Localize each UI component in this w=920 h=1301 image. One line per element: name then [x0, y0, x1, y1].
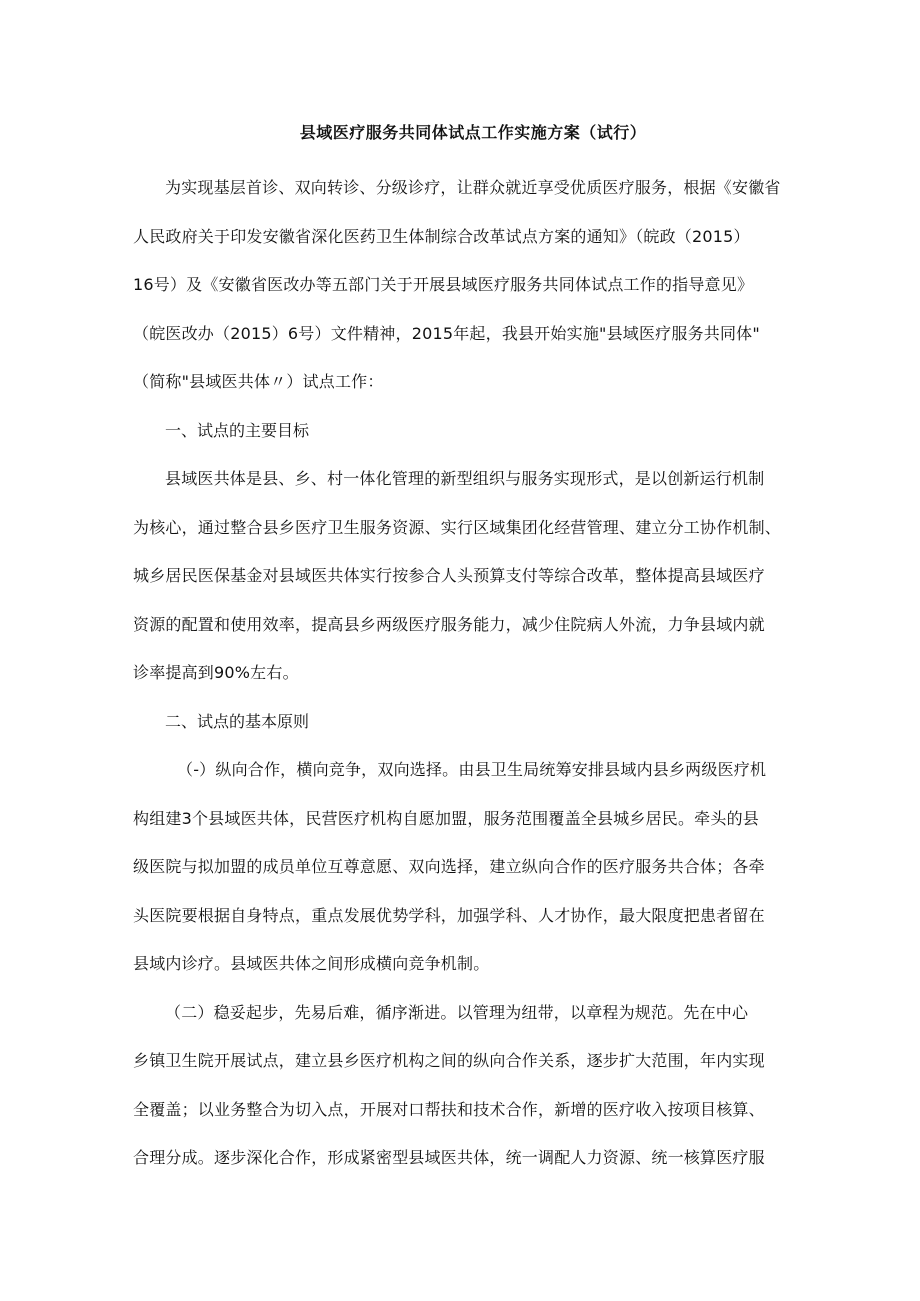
- intro-line: （简称"县域医共体〃）试点工作：: [133, 372, 384, 391]
- intro-paragraph: [133, 164, 813, 407]
- principle2-line: 乡镇卫生院开展试点，建立县乡医疗机构之间的纵向合作关系，逐步扩大范围，年内实现: [133, 1051, 765, 1070]
- section1-line: 城乡居民医保基金对县域医共体实行按参合人头预算支付等综合改革，整体提高县域医疗: [133, 566, 765, 585]
- principle1-line: （-）纵向合作，横向竞争，双向选择。由县卫生局统筹安排县域内县乡两级医疗机: [177, 760, 767, 779]
- principle1-line: 级医院与拟加盟的成员单位互尊意愿、双向选择，建立纵向合作的医疗服务共合体；各牵: [133, 857, 765, 876]
- section1-line: 为核心，通过整合县乡医疗卫生服务资源、实行区域集团化经营管理、建立分工协作机制、: [133, 517, 782, 537]
- principle2-paragraph: [133, 989, 813, 1183]
- section1-line: 资源的配置和使用效率，提高县乡两级医疗服务能力，减少住院病人外流，力争县域内就: [133, 614, 765, 634]
- principle1-line: 县域内诊疗。县域医共体之间形成横向竞争机制。: [133, 954, 490, 973]
- section1-paragraph: [133, 455, 813, 698]
- principle1-paragraph: [133, 746, 813, 989]
- principle2-line: 全覆盖；以业务整合为切入点，开展对口帮扶和技术合作，新增的医疗收入按项目核算、: [133, 1099, 765, 1119]
- section1-line: 县域医共体是县、乡、村一体化管理的新型组织与服务实现形式，是以创新运行机制: [165, 469, 765, 488]
- document-title: 县域医疗服务共同体试点工作实施方案（试行）: [299, 123, 647, 142]
- intro-line: 16号）及《安徽省医改办等五部门关于开展县域医疗服务共同体试点工作的指导意见》: [133, 275, 754, 294]
- intro-line: （皖医改办（2015）6号）文件精神，2015年起，我县开始实施"县域医疗服务共同体": [133, 323, 760, 343]
- section1-heading: 一、试点的主要目标: [165, 420, 310, 440]
- document-page: [133, 118, 813, 1183]
- principle2-line: （二）稳妥起步，先易后难，循序渐进。以管理为纽带，以章程为规范。先在中心: [165, 1002, 749, 1022]
- principle1-line: 构组建3个县域医共体，民营医疗机构自愿加盟，服务范围覆盖全县城乡居民。牵头的县: [133, 808, 759, 828]
- principle2-line: 合理分成。逐步深化合作，形成紧密型县域医共体，统一调配人力资源、统一核算医疗服: [133, 1148, 765, 1167]
- section2-heading: 二、试点的基本原则: [165, 711, 310, 731]
- principle1-line: 头医院要根据自身特点，重点发展优势学科，加强学科、人才协作，最大限度把患者留在: [133, 905, 765, 925]
- section1-line: 诊率提高到90%左右。: [133, 663, 299, 682]
- intro-line: 人民政府关于印发安徽省深化医药卫生体制综合改革试点方案的通知》（皖政（2015）: [133, 226, 750, 246]
- intro-line: 为实现基层首诊、双向转诊、分级诊疗，让群众就近享受优质医疗服务，根据《安徽省: [165, 178, 781, 197]
